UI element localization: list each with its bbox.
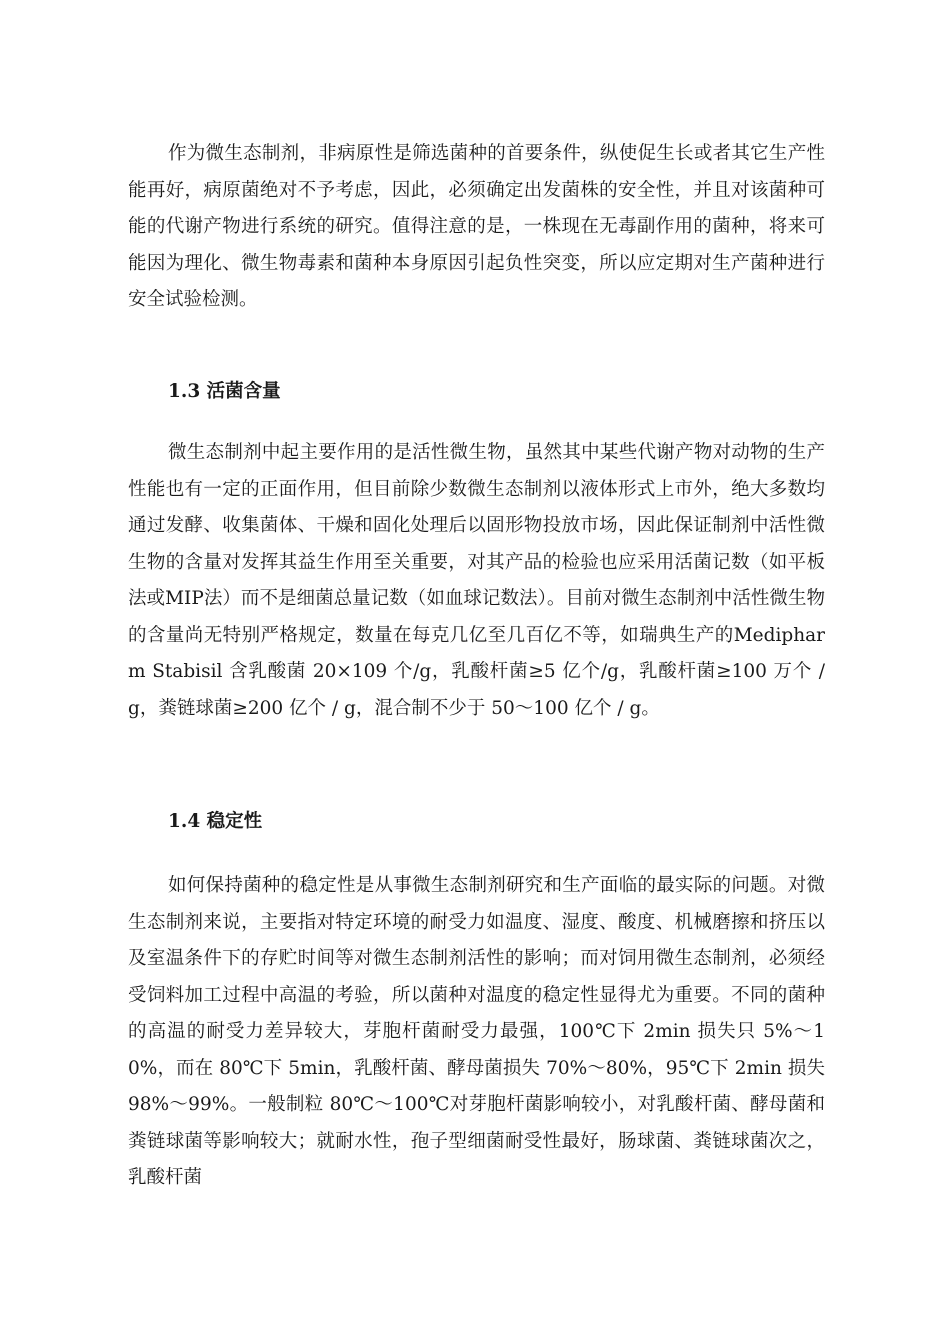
- body-paragraph: 微生态制剂中起主要作用的是活性微生物，虽然其中某些代谢产物对动物的生产性能也有一定的正面作用，但目前除少数微生态制剂以液体形式上市外，绝大多数均通过发酵、收集菌体、干燥和固化处理后以固形物投放市场，因此保证制剂中活性微生物的含量对发挥其益生作用至关重要，对其产品的检验也应采用活菌记数（如平板法或MIP法）而不是细菌总量记数（如血球记数法）。目前对微生态制剂中活性微生物的含量尚无特别严格规定，数量在每克几亿至几百亿不等，如瑞典生产的Medipharm Stabisil 含乳酸菌 20×109 个/g，乳酸杆菌≥5 亿个/g，乳酸杆菌≥100 万个 / g，粪链球菌≥200 亿个 / g，混合制不少于 50～100 亿个 / g。: [128, 442, 825, 719]
- section-heading: 1.3 活菌含量: [168, 381, 281, 402]
- section-heading: 1.4 稳定性: [168, 811, 263, 832]
- body-paragraph: 如何保持菌种的稳定性是从事微生态制剂研究和生产面临的最实际的问题。对微生态制剂来说，主要指对特定环境的耐受力如温度、湿度、酸度、机械磨擦和挤压以及室温条件下的存贮时间等对微生态制剂活性的影响；而对饲用微生态制剂，必须经受饲料加工过程中高温的考验，所以菌种对温度的稳定性显得尤为重要。不同的菌种的高温的耐受力差异较大，芽胞杆菌耐受力最强，100℃下 2min 损失只 5%～10%，而在 80℃下 5min，乳酸杆菌、酵母菌损失 70%～80%，95℃下 2min 损失 98%～99%。一般制粒 80℃～100℃对芽胞杆菌影响较小，对乳酸杆菌、酵母菌和粪链球菌等影响较大；就耐水性，孢子型细菌耐受性最好，肠球菌、粪链球菌次之，乳酸杆菌: [128, 875, 825, 1188]
- body-paragraph: 作为微生态制剂，非病原性是筛选菌种的首要条件，纵使促生长或者其它生产性能再好，病原菌绝对不予考虑，因此，必须确定出发菌株的安全性，并且对该菌种可能的代谢产物进行系统的研究。值得注意的是，一株现在无毒副作用的菌种，将来可能因为理化、微生物毒素和菌种本身原因引起负性突变，所以应定期对生产菌种进行安全试验检测。: [128, 143, 825, 310]
